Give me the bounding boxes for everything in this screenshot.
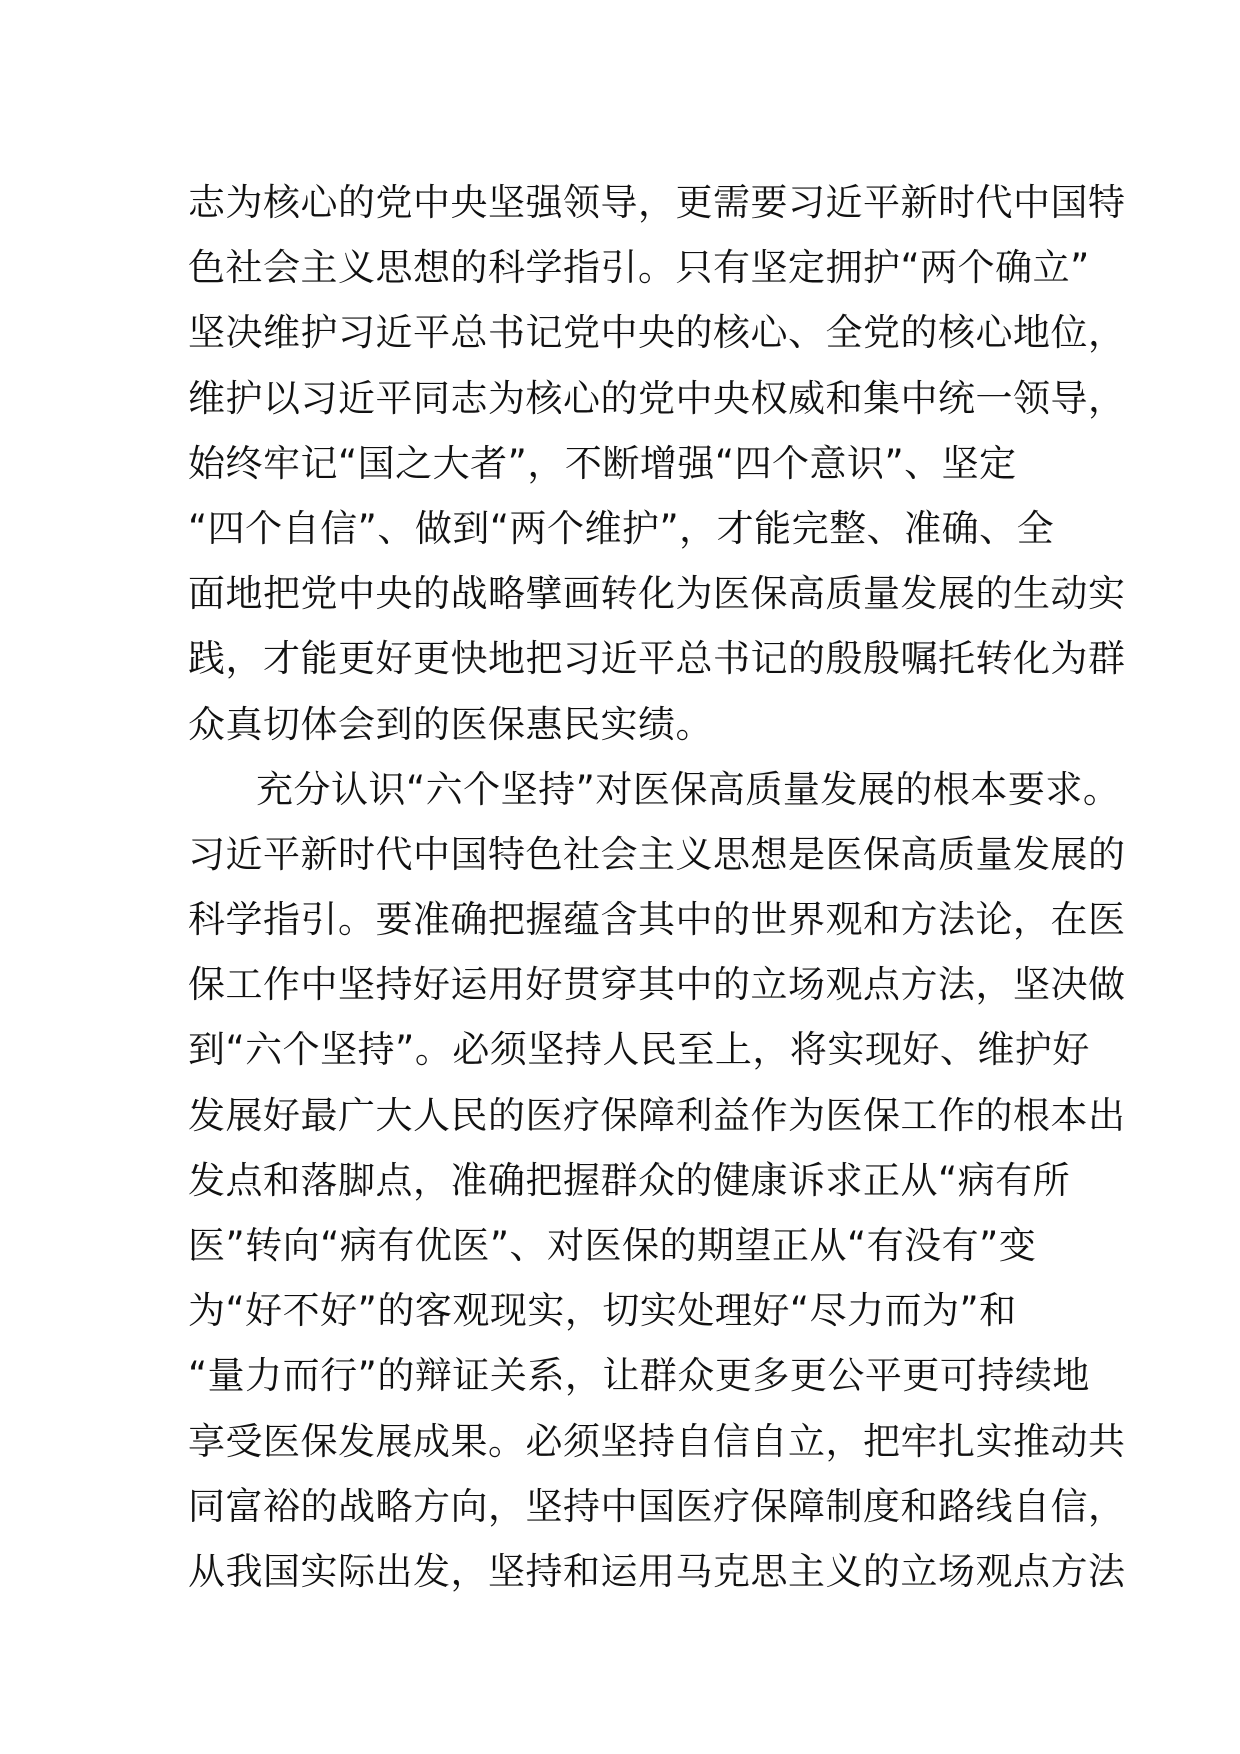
text-line: 科学指引。要准确把握蕴含其中的世界观和方法论，在医 bbox=[188, 898, 1126, 942]
text-line: 践，才能更好更快地把习近平总书记的殷殷嘱托转化为群 bbox=[188, 637, 1126, 681]
text-line: 为“好不好”的客观现实，切实处理好“尽力而为”和 bbox=[188, 1289, 1017, 1333]
text-line: “量力而行”的辩证关系，让群众更多更公平更可持续地 bbox=[188, 1354, 1090, 1398]
text-line: 面地把党中央的战略擘画转化为医保高质量发展的生动实 bbox=[188, 572, 1126, 616]
body-text bbox=[188, 170, 1126, 1604]
text-line: 始终牢记“国之大者”，不断增强“四个意识”、坚定 bbox=[188, 441, 1017, 485]
text-line: 保工作中坚持好运用好贯穿其中的立场观点方法，坚决做 bbox=[188, 963, 1126, 1007]
text-line: 到“六个坚持”。必须坚持人民至上，将实现好、维护好 bbox=[188, 1028, 1090, 1072]
text-line: 医”转向“病有优医”、对医保的期望正从“有没有”变 bbox=[188, 1224, 1037, 1267]
text-line: “四个自信”、做到“两个维护”，才能完整、准确、全 bbox=[188, 506, 1055, 550]
text-line: 发点和落脚点，准确把握群众的健康诉求正从“病有所 bbox=[188, 1158, 1071, 1202]
text-line: 习近平新时代中国特色社会主义思想是医保高质量发展的 bbox=[188, 832, 1126, 876]
text-line: 发展好最广大人民的医疗保障利益作为医保工作的根本出 bbox=[188, 1093, 1126, 1137]
text-line: 坚决维护习近平总书记党中央的核心、全党的核心地位， bbox=[188, 311, 1126, 355]
paragraph-first-line: 充分认识“六个坚持”对医保高质量发展的根本要求。 bbox=[256, 767, 1121, 811]
text-line: 众真切体会到的医保惠民实绩。 bbox=[188, 702, 713, 746]
text-line: 从我国实际出发，坚持和运用马克思主义的立场观点方法 bbox=[188, 1549, 1126, 1593]
text-line: 志为核心的党中央坚强领导，更需要习近平新时代中国特 bbox=[188, 181, 1126, 224]
text-line: 享受医保发展成果。必须坚持自信自立，把牢扎实推动共 bbox=[188, 1419, 1126, 1463]
text-line: 维护以习近平同志为核心的党中央权威和集中统一领导， bbox=[188, 376, 1126, 420]
text-line: 同富裕的战略方向，坚持中国医疗保障制度和路线自信， bbox=[188, 1484, 1126, 1528]
text-line: 色社会主义思想的科学指引。只有坚定拥护“两个确立” bbox=[188, 246, 1090, 290]
